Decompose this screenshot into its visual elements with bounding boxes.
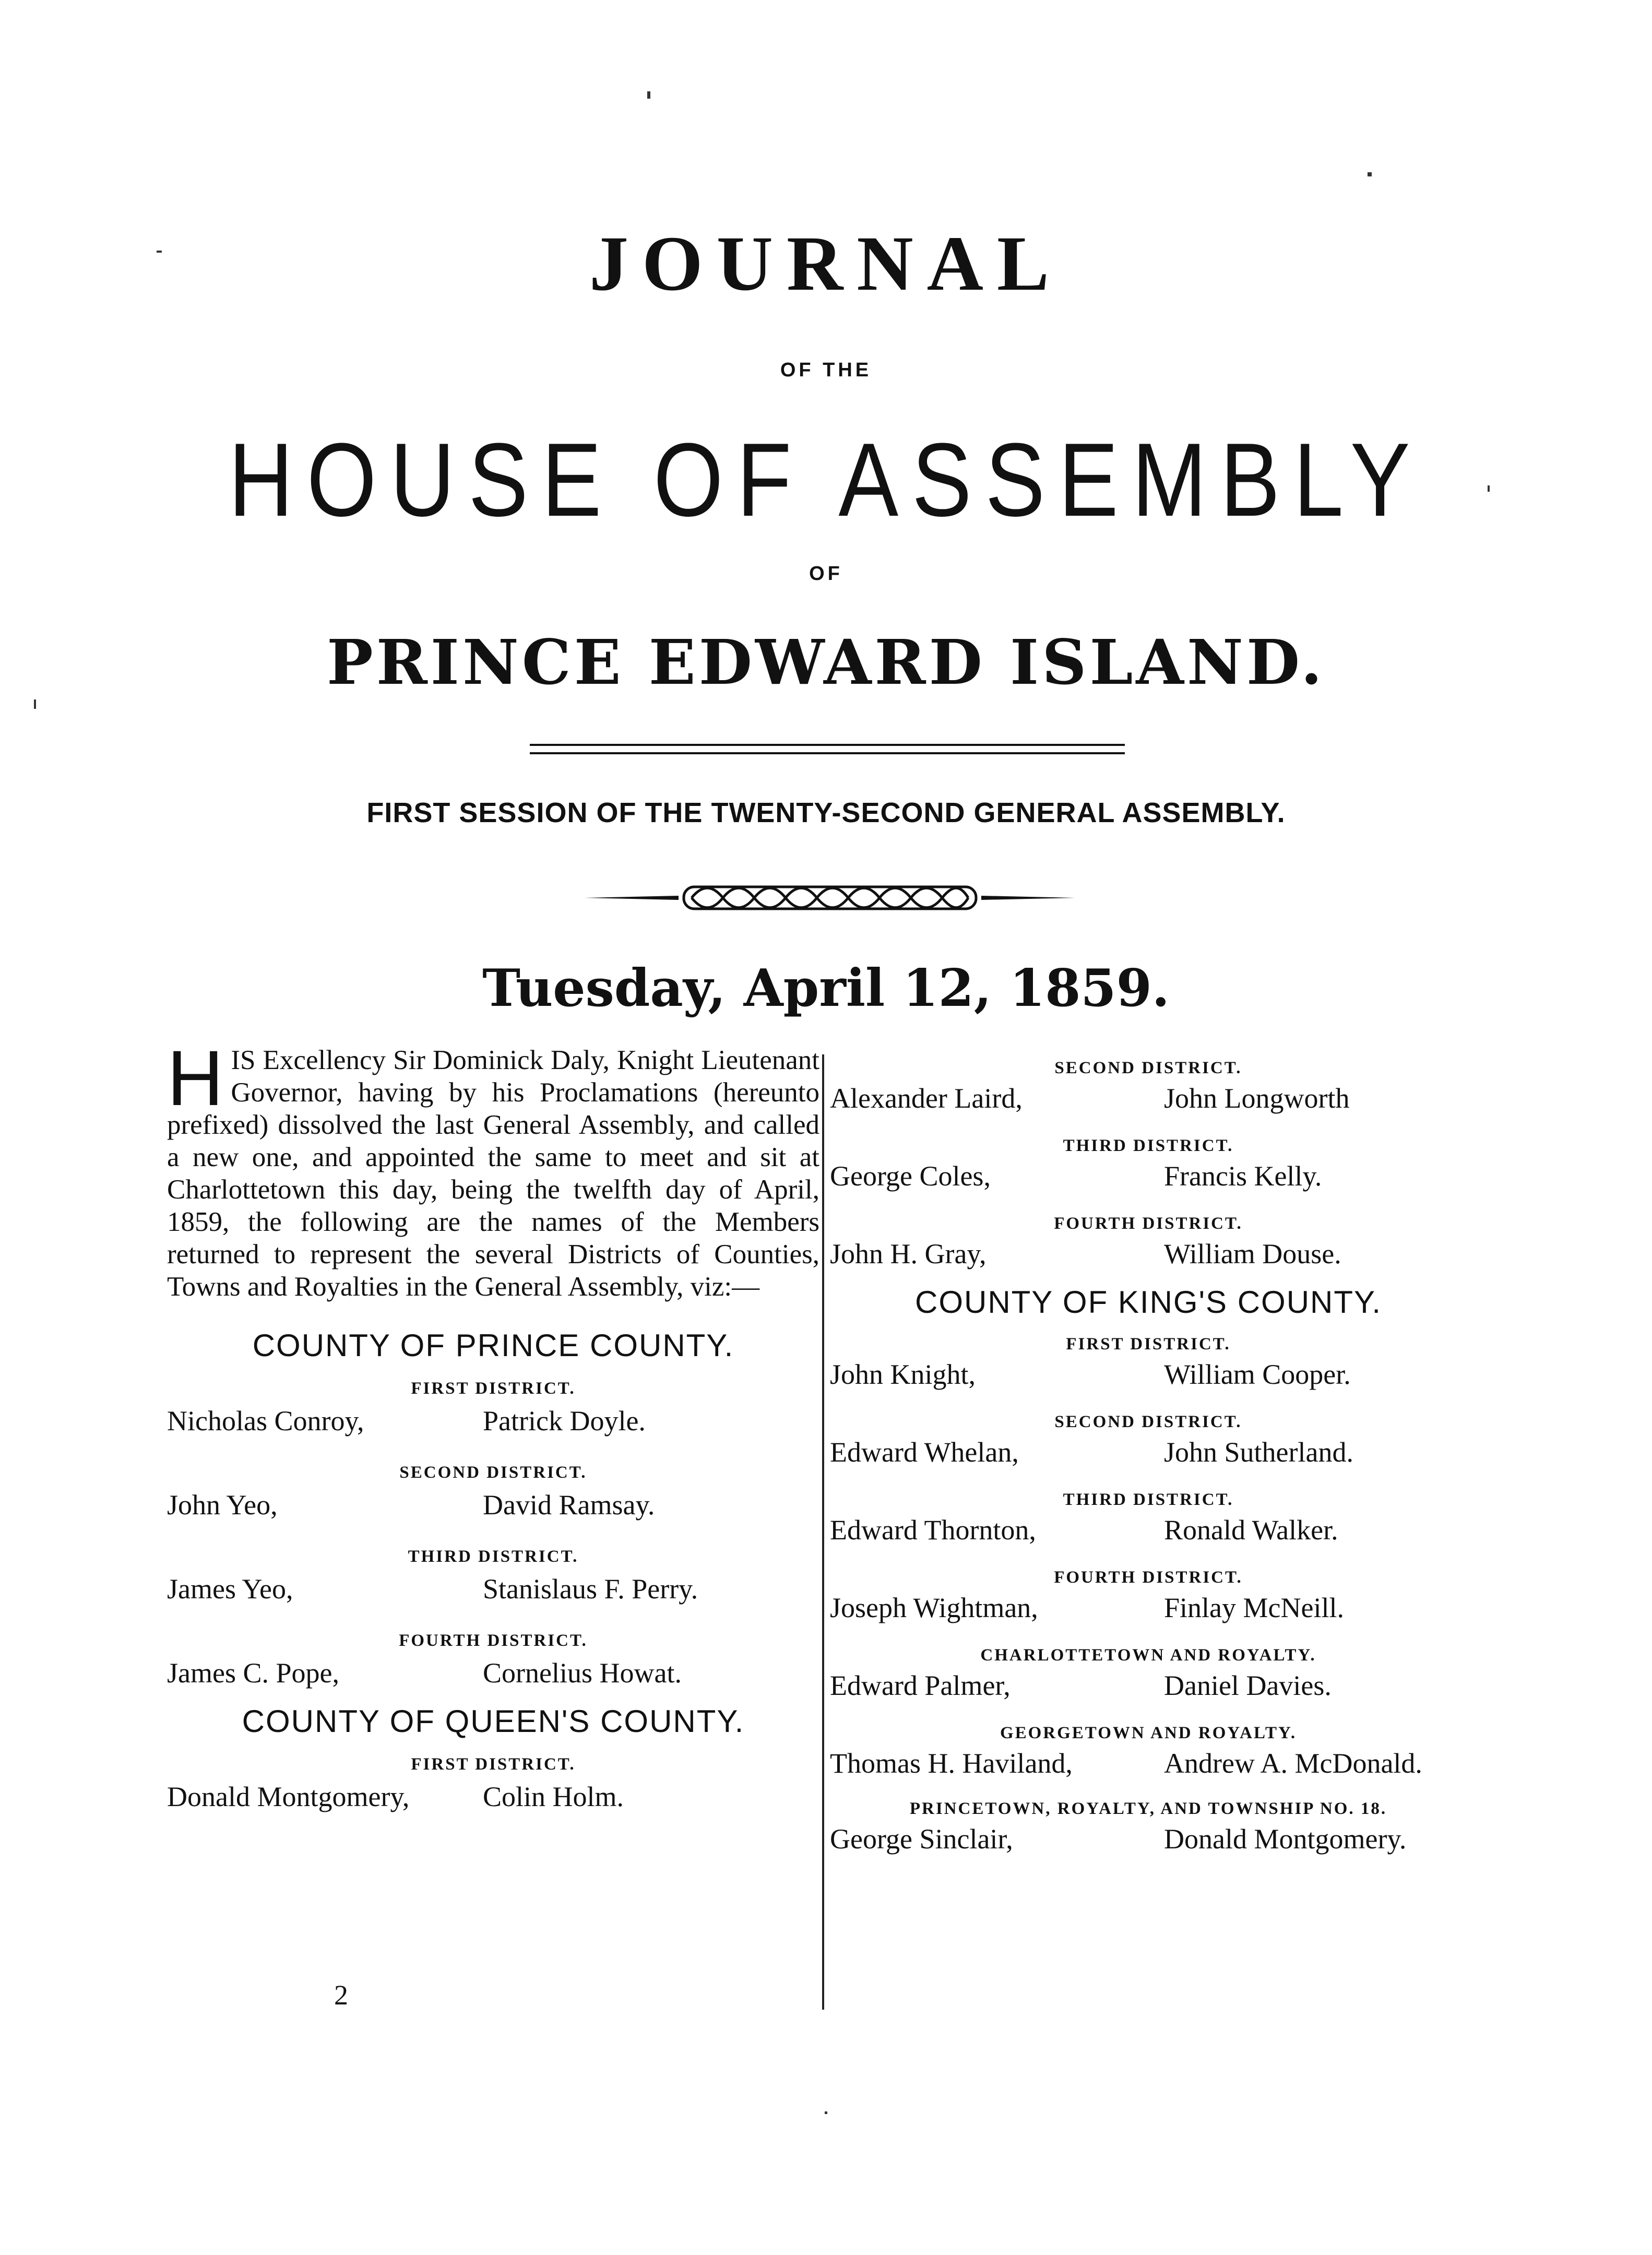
member-row xyxy=(830,1516,1467,1548)
member-name: John Yeo, xyxy=(167,1489,278,1521)
district-label: FIRST DISTRICT. xyxy=(411,1379,576,1398)
member-name: John Longworth xyxy=(1164,1083,1350,1114)
title-province: PRINCE EDWARD ISLAND. xyxy=(326,626,1326,698)
district-label: THIRD DISTRICT. xyxy=(1063,1136,1234,1155)
district-label-princetown: PRINCETOWN, ROYALTY, AND TOWNSHIP NO. 18. xyxy=(909,1799,1387,1818)
member-name: Daniel Davies. xyxy=(1164,1670,1332,1701)
district-label: SECOND DISTRICT. xyxy=(1054,1413,1242,1431)
member-name: Joseph Wightman, xyxy=(830,1592,1038,1623)
intro-text: IS Excellency Sir Dominick Daly, Knight Lieutenant Governor, having by his Proclamations (hereunto prefixed) dissolved the last General Assembly, and called a new one, and appointed the same to meet and sit at Charlottetown this day, being the twelfth day of April, 1859, the following are the names of the Members returned to represent the several Districts of Counties, Towns and Royalties in the General Assembly, viz:— xyxy=(167,1045,819,1302)
member-row xyxy=(830,1825,1467,1857)
member-row xyxy=(830,1084,1467,1117)
title-of-the: OF THE xyxy=(780,359,872,381)
member-name: William Cooper. xyxy=(1164,1359,1351,1390)
member-name: Donald Montgomery. xyxy=(1164,1823,1407,1855)
member-name: Andrew A. McDonald. xyxy=(1164,1748,1422,1779)
member-row xyxy=(830,1671,1467,1704)
member-row xyxy=(167,1407,819,1439)
district-label: FOURTH DISTRICT. xyxy=(399,1631,588,1650)
drop-cap: H xyxy=(167,1034,224,1122)
title-of: OF xyxy=(809,563,843,585)
member-name: Thomas H. Haviland, xyxy=(830,1748,1073,1779)
right-column xyxy=(830,1044,1467,1857)
left-column xyxy=(167,1034,819,1815)
district-label: THIRD DISTRICT. xyxy=(408,1547,579,1566)
district-label-georgetown: GEORGETOWN AND ROYALTY. xyxy=(1000,1724,1297,1742)
member-name: Alexander Laird, xyxy=(830,1083,1023,1114)
district-label: THIRD DISTRICT. xyxy=(1063,1490,1234,1509)
district-label: FOURTH DISTRICT. xyxy=(1054,1214,1243,1233)
ornament-divider-icon xyxy=(585,880,1075,916)
county-heading-queens: COUNTY OF QUEEN'S COUNTY. xyxy=(242,1704,745,1739)
member-name: Donald Montgomery, xyxy=(167,1781,410,1812)
district-label: FIRST DISTRICT. xyxy=(411,1755,576,1774)
county-heading-kings: COUNTY OF KING'S COUNTY. xyxy=(914,1285,1382,1320)
scan-speck xyxy=(34,699,36,709)
member-name: William Douse. xyxy=(1164,1238,1341,1269)
member-name: Edward Thornton, xyxy=(830,1514,1036,1546)
member-row xyxy=(167,1575,819,1607)
member-name: Finlay McNeill. xyxy=(1164,1592,1344,1623)
scan-speck xyxy=(1368,172,1372,176)
member-name: Francis Kelly. xyxy=(1164,1160,1322,1192)
session-heading: FIRST SESSION OF THE TWENTY-SECOND GENERAL ASSEMBLY. xyxy=(366,797,1286,828)
member-name: John Sutherland. xyxy=(1164,1437,1353,1468)
double-rule-divider xyxy=(530,744,1125,754)
scan-speck xyxy=(647,91,650,99)
member-row xyxy=(830,1162,1467,1194)
column-divider xyxy=(822,1054,824,2010)
member-name: John H. Gray, xyxy=(830,1238,987,1269)
member-name: Colin Holm. xyxy=(483,1781,624,1812)
member-row xyxy=(830,1360,1467,1393)
member-row xyxy=(830,1594,1467,1626)
member-name: James Yeo, xyxy=(167,1573,293,1605)
member-row xyxy=(830,1240,1467,1272)
member-name: David Ramsay. xyxy=(483,1489,655,1521)
district-label: FIRST DISTRICT. xyxy=(1066,1335,1231,1354)
member-name: Edward Whelan, xyxy=(830,1437,1019,1468)
district-label-charlottetown: CHARLOTTETOWN AND ROYALTY. xyxy=(980,1646,1316,1665)
district-label: SECOND DISTRICT. xyxy=(1054,1059,1242,1077)
county-heading-prince: COUNTY OF PRINCE COUNTY. xyxy=(252,1328,734,1363)
title-journal: JOURNAL xyxy=(589,220,1063,307)
page-number: 2 xyxy=(334,1979,348,2011)
member-name: Nicholas Conroy, xyxy=(167,1405,364,1437)
session-date: Tuesday, April 12, 1859. xyxy=(482,958,1170,1018)
scan-speck xyxy=(157,251,162,253)
district-label: FOURTH DISTRICT. xyxy=(1054,1568,1243,1587)
district-label: SECOND DISTRICT. xyxy=(399,1463,587,1482)
intro-paragraph xyxy=(167,1034,819,1303)
member-name: Cornelius Howat. xyxy=(483,1657,682,1689)
member-name: Edward Palmer, xyxy=(830,1670,1011,1701)
member-row xyxy=(167,1491,819,1523)
member-row xyxy=(830,1438,1467,1470)
member-name: Stanislaus F. Perry. xyxy=(483,1573,698,1605)
member-row xyxy=(167,1783,819,1815)
member-name: Patrick Doyle. xyxy=(483,1405,646,1437)
member-row xyxy=(830,1749,1467,1782)
scan-speck xyxy=(825,2111,827,2114)
member-name: John Knight, xyxy=(830,1359,976,1390)
member-name: George Coles, xyxy=(830,1160,991,1192)
member-name: Ronald Walker. xyxy=(1164,1514,1338,1546)
title-house-of-assembly: HOUSE OF ASSEMBLY xyxy=(228,422,1424,538)
member-name: James C. Pope, xyxy=(167,1657,339,1689)
scan-speck xyxy=(1488,485,1490,492)
member-row xyxy=(167,1659,819,1691)
member-name: George Sinclair, xyxy=(830,1823,1013,1855)
